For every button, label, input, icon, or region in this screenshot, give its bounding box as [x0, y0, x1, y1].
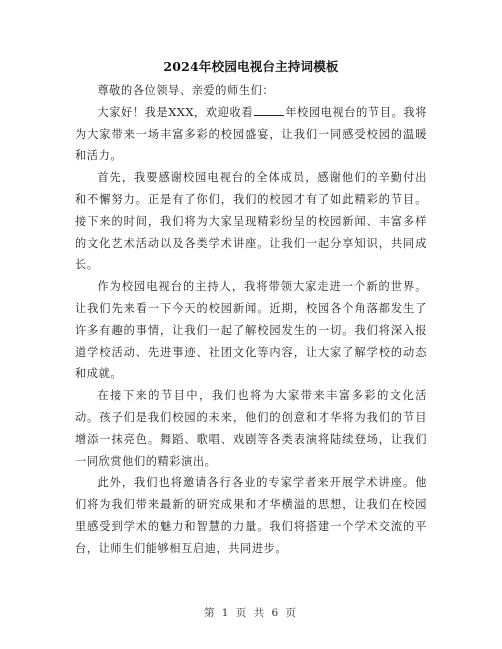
greeting-line: 尊敬的各位领导、亲爱的师生们：	[97, 84, 275, 97]
page-number-footer: 第 1 页 共 6 页	[203, 607, 299, 619]
fill-in-blank	[254, 105, 284, 116]
paragraph-3: 作为校园电视台的主持人，我将带领大家走进一个新的世界。让我们先来看一下今天的校园新闻。近期，校园各个角落都发生了许多有趣的事情，让我们一起了解校园发生的一切。我们将深入报道学校活动、先进事迹、社团文化等内容，让大家了解学校的动态和成就。	[75, 280, 427, 381]
paragraph-1-start: 大家好！我是XXX，欢迎收看	[97, 105, 254, 119]
paragraph-1-rest: 年校园电视台的节目。我将为大家带来一场丰富多彩的校园盛宴，让我们一同感受校园的温暖和活力。	[75, 105, 428, 163]
paragraph-5: 此外，我们也将邀请各行各业的专家学者来开展学术讲座。他们将为我们带来最新的研究成果和才华横溢的思想，让我们在校园里感受到学术的魅力和智慧的力量。我们将搭建一个学术交流的平台，让师生们能够相互启迪，共同进步。	[75, 476, 427, 555]
paragraph-1	[75, 102, 427, 167]
paragraph-4: 在接下来的节目中，我们也将为大家带来丰富多彩的文化活动。孩子们是我们校园的未来，他们的创意和才华将为我们的节目增添一抹亮色。舞蹈、歌唱、戏剧等各类表演将陆续登场，让我们一同欣赏他们的精彩演出。	[75, 389, 427, 468]
document-body	[75, 80, 427, 560]
paragraph-2: 首先，我要感谢校园电视台的全体成员，感谢他们的辛勤付出和不懈努力。正是有了你们，我们的校园才有了如此精彩的节目。接下来的时间，我们将为大家呈现精彩纷呈的校园新闻、丰富多样的文化艺术活动以及各类学术讲座。让我们一起分享知识，共同成长。	[75, 171, 427, 272]
document-title: 2024年校园电视台主持词模板	[163, 59, 339, 74]
